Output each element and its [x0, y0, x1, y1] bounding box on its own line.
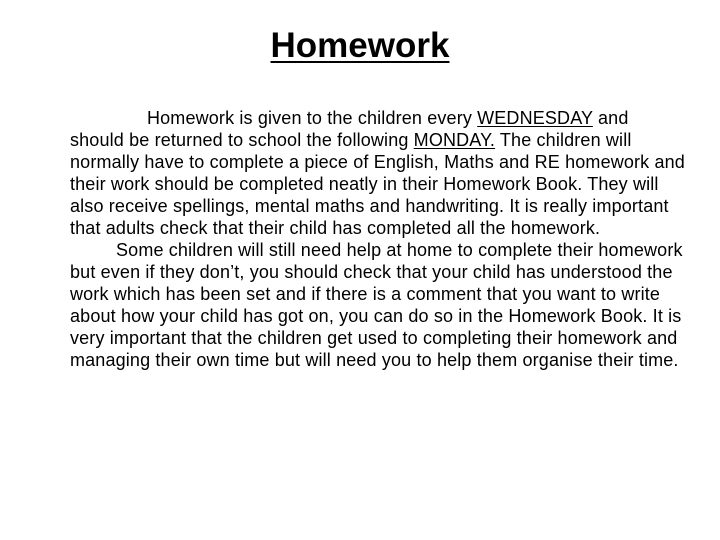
paragraph1-part1: Homework is given to the children every	[147, 108, 478, 128]
body-text	[70, 107, 686, 371]
page-title	[0, 24, 720, 68]
paragraph1-part2: and should be returned to school the following	[70, 108, 629, 150]
paragraph-homework-schedule	[70, 107, 686, 239]
day-given: WEDNESDAY	[477, 108, 593, 128]
day-returned: MONDAY.	[413, 130, 496, 150]
paragraph1-part3: The children will normally have to complete a piece of English, Maths and RE homework and their work should be completed neatly in their Homework Book. They will also receive spellings, mental maths and handwriting. It is really important that adults check that their child has completed all the homework.	[70, 130, 685, 238]
page-title-text: Homework	[270, 26, 450, 65]
paragraph-parent-help: Some children will still need help at home to complete their homework but even if they don’t, you should check that your child has understood the work which has been set and if there is a comment that you want to write about how your child has got on, you can do so in the Homework Book. It is very important that the children get used to completing their homework and managing their own time but will need you to help them organise their time.	[70, 240, 683, 370]
